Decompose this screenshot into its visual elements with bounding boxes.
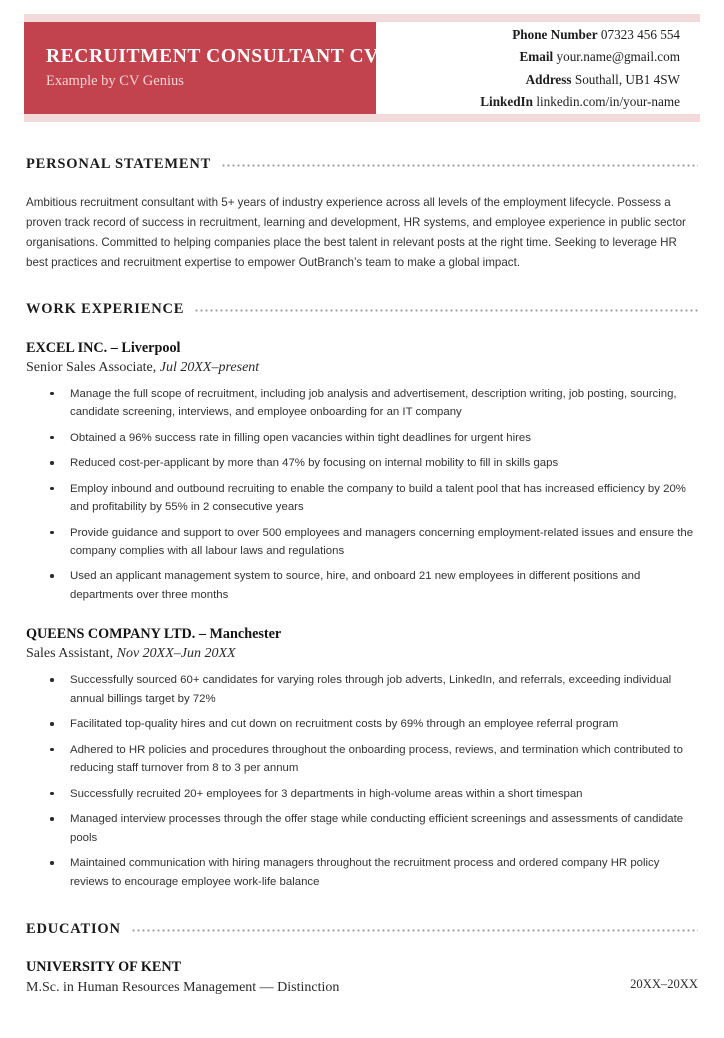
header-title-block (24, 22, 379, 114)
education-entry-details (26, 959, 339, 997)
page-title: RECRUITMENT CONSULTANT CV (46, 45, 379, 67)
job-bullet: Successfully recruited 20+ employees for 3 departments in high-volume areas within a short timespan (26, 785, 698, 803)
dotted-rule-icon (131, 929, 698, 932)
education-school: UNIVERSITY OF KENT (26, 959, 182, 975)
header-band-top (24, 14, 700, 22)
dotted-rule-icon (194, 309, 698, 312)
contact-linkedin-value[interactable]: linkedin.com/in/your-name (536, 93, 680, 109)
cv-page (0, 14, 724, 1038)
personal-statement-heading: PERSONAL STATEMENT (26, 156, 212, 172)
dotted-rule-icon (221, 164, 698, 167)
contact-phone-value: 07323 456 554 (600, 27, 680, 43)
job-role-title: Senior Sales Associate, (26, 359, 157, 375)
job-bullet: Reduced cost-per-applicant by more than 47% by focusing on internal mobility to fill in skills gaps (26, 454, 698, 472)
job-bullet: Provide guidance and support to over 500 employees and managers concerning employment-related issues and ensure the company complies with all labour laws and regulations (26, 524, 698, 561)
cv-content (0, 156, 724, 997)
work-experience-heading: WORK EXPERIENCE (26, 300, 185, 317)
contact-phone-label: Phone Number (512, 27, 598, 43)
contact-phone (512, 28, 680, 41)
contact-linkedin (480, 95, 680, 108)
contact-block (376, 22, 700, 114)
job-dates: Nov 20XX–Jun 20XX (116, 646, 236, 662)
job-bullet-list (26, 671, 698, 891)
personal-statement-text: Ambitious recruitment consultant with 5+ years of industry experience across all levels of the employment lifecycle. Possess a proven track record of success in recruitment, learning and development, HR systems, and employee experience in public sector organisations. Committed to helping companies place the best talent in relevant posts at the right time. Seeking to leverage HR best practices and recruitment expertise to empower OutBranch’s team to make a global impact. (26, 196, 686, 269)
personal-statement-heading-row (26, 156, 698, 173)
job-role-line (26, 359, 698, 377)
contact-address (526, 73, 680, 86)
job-company: QUEENS COMPANY LTD. – Manchester (26, 626, 282, 643)
job-bullet: Maintained communication with hiring managers throughout the recruitment process and ordered company HR policy reviews to encourage employee work-life balance (26, 854, 698, 891)
job-bullet: Successfully sourced 60+ candidates for varying roles through job adverts, LinkedIn, and referrals, exceeding individual annual billings target by 72% (26, 671, 698, 708)
page-subtitle: Example by CV Genius (46, 73, 184, 90)
job-bullet: Adhered to HR policies and procedures throughout the onboarding process, reviews, and termination which contributed to reducing staff turnover from 8 to 3 per annum (26, 741, 698, 778)
job-bullet: Used an applicant management system to source, hire, and onboard 21 new employees in different positions and departments over three months (26, 567, 698, 604)
job-bullet: Manage the full scope of recruitment, including job analysis and advertisement, description writing, job posting, sourcing, candidate screening, interviews, and employee onboarding for an IT company (26, 385, 698, 422)
job-entry (26, 340, 698, 605)
job-company: EXCEL INC. – Liverpool (26, 339, 181, 356)
job-bullet: Obtained a 96% success rate in filling open vacancies within tight deadlines for urgent hires (26, 429, 698, 447)
job-entry (26, 626, 698, 891)
section-work-experience (26, 301, 698, 891)
education-heading-row (26, 921, 698, 938)
cv-header (24, 14, 700, 122)
job-bullet: Managed interview processes through the offer stage while conducting efficient screenings and assessments of candidate pools (26, 810, 698, 847)
education-heading: EDUCATION (26, 921, 121, 937)
contact-email (520, 50, 680, 63)
job-bullet-list (26, 385, 698, 605)
job-dates: Jul 20XX–present (159, 359, 260, 375)
work-experience-heading-row (26, 301, 698, 318)
header-band-bottom (24, 114, 700, 122)
job-bullet: Facilitated top-quality hires and cut down on recruitment costs by 69% through an employee referral program (26, 715, 698, 733)
job-role-title: Sales Assistant, (26, 646, 114, 662)
contact-address-value: Southall, UB1 4SW (574, 71, 680, 87)
education-dates: 20XX–20XX (630, 977, 698, 991)
section-education (26, 921, 698, 997)
header-main (24, 22, 700, 114)
contact-email-label: Email (519, 49, 554, 65)
section-personal-statement (26, 156, 698, 273)
education-entry (26, 959, 698, 997)
job-role-line (26, 645, 698, 663)
contact-address-label: Address (525, 71, 572, 87)
job-bullet: Employ inbound and outbound recruiting to enable the company to build a talent pool that has increased efficiency by 20% and profitability by 55% in 2 consecutive years (26, 480, 698, 517)
education-degree: M.Sc. in Human Resources Management — Distinction (26, 979, 340, 995)
contact-email-value: your.name@gmail.com (556, 49, 680, 65)
contact-linkedin-label: LinkedIn (480, 93, 534, 109)
